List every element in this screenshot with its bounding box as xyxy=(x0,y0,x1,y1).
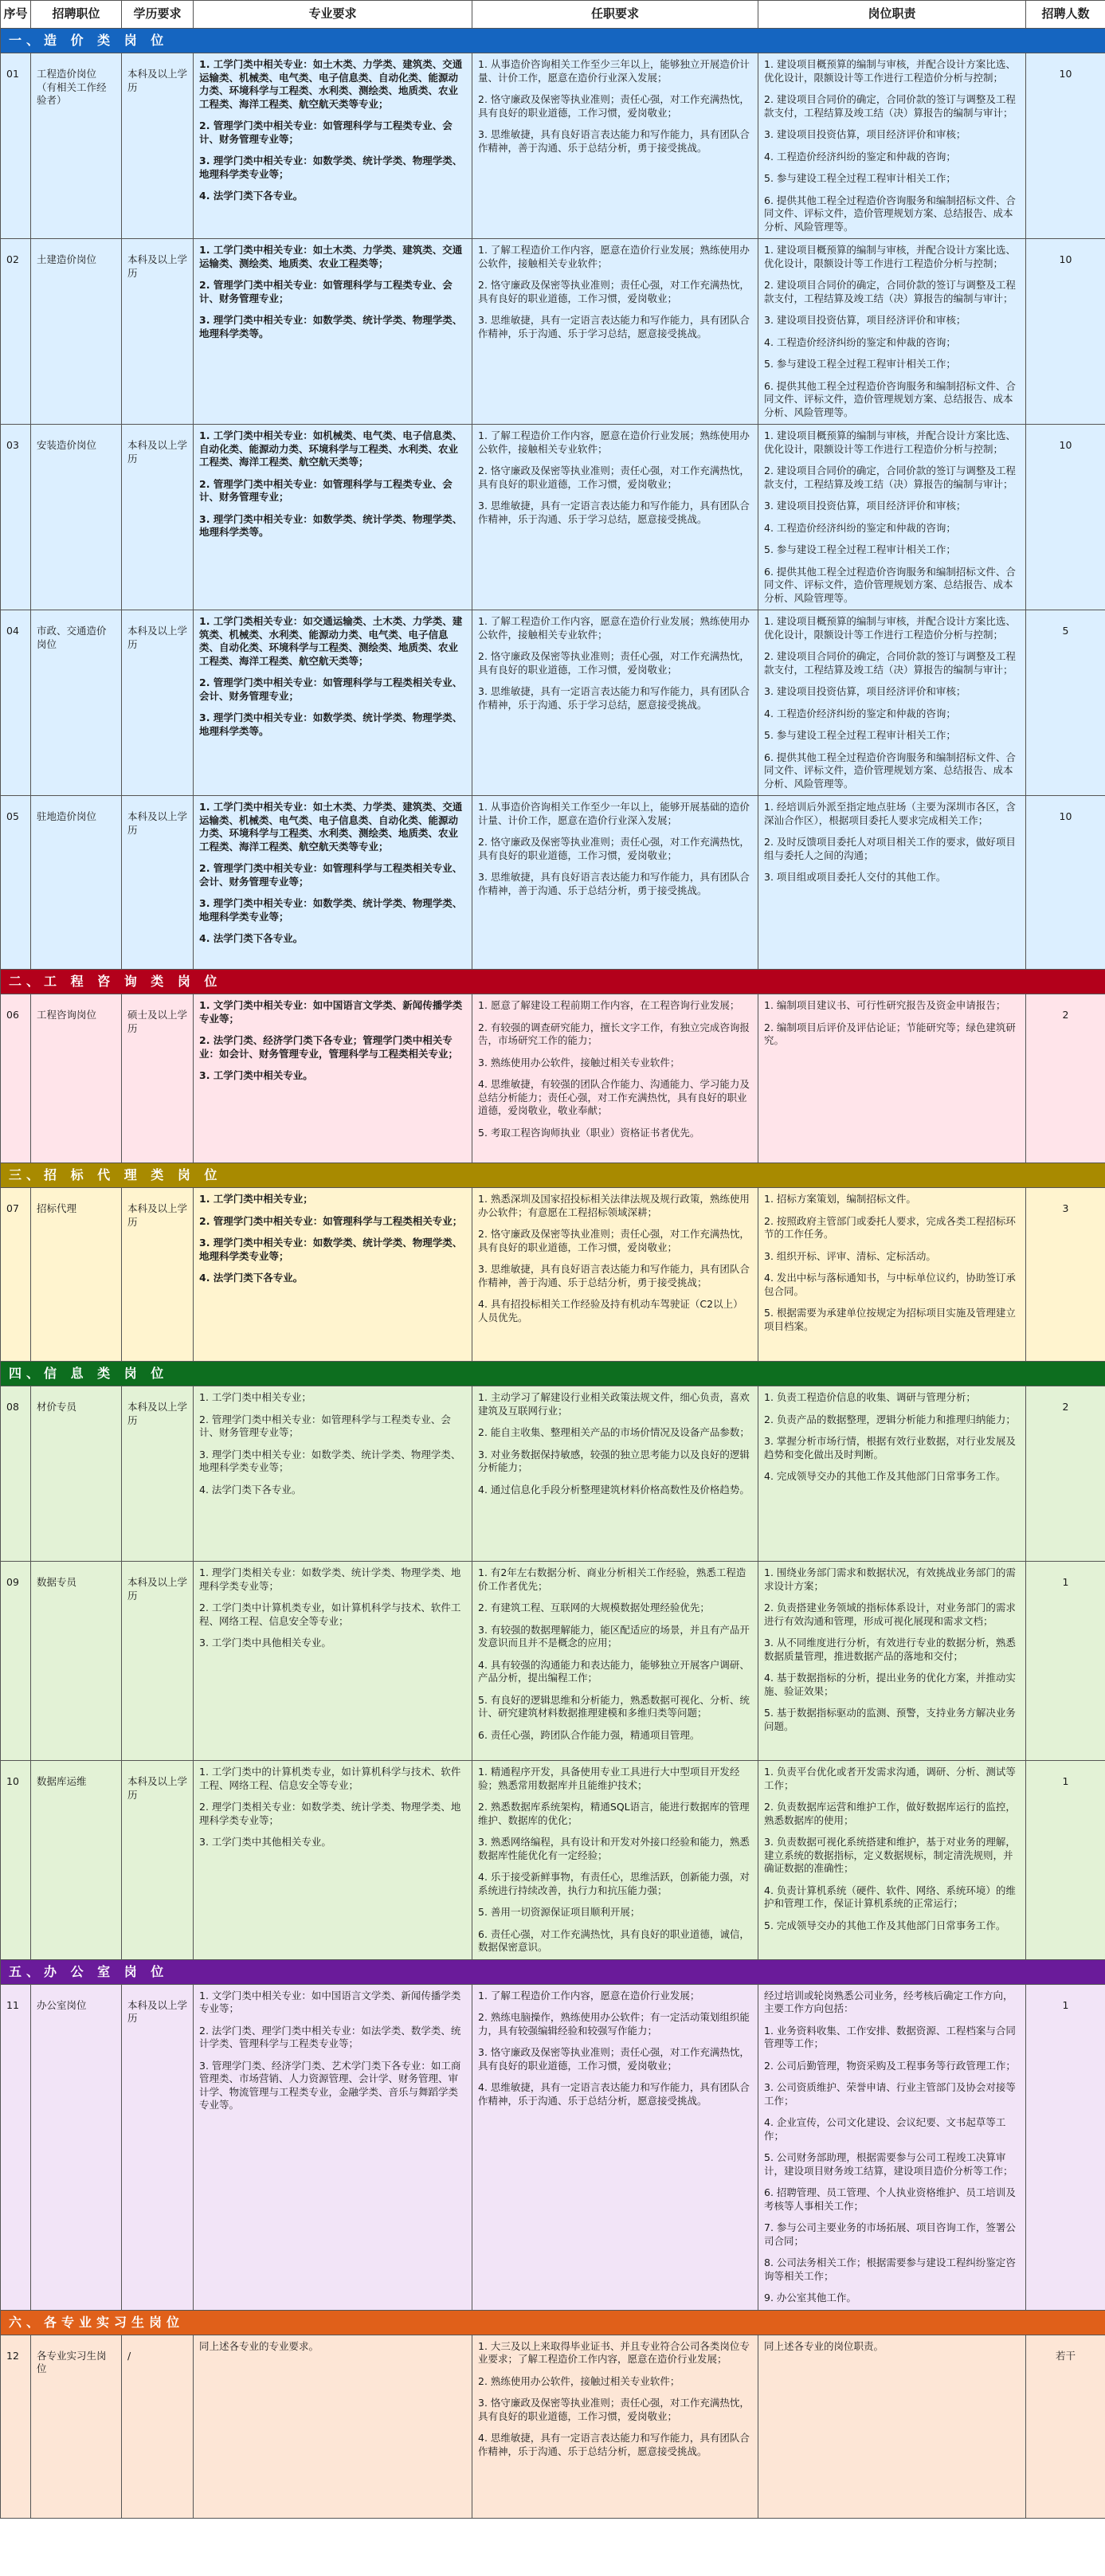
header-no: 序号 xyxy=(1,1,31,29)
major-requirements-item: 1. 工学门类中相关专业：如土木类、力学类、建筑类、交通运输类、机械类、电气类、电子信息类、自动化类、能源动力类、环境科学与工程类、水利类、测绘类、地质类、农业工程类、海洋工程类、航空航天类等专业； xyxy=(199,58,463,110)
job-duties-item: 3. 建设项目投资估算，项目经济评价和审核； xyxy=(764,128,966,140)
major-requirements xyxy=(194,239,472,425)
job-duties-item: 1. 建设项目概预算的编制与审核，并配合设计方案比选、优化设计，限额设计等工作进行工程造价分析与控制； xyxy=(764,615,1016,641)
job-requirements-item: 4. 具有招投标相关工作经验及持有机动车驾驶证（C2以上）人员优先。 xyxy=(478,1298,743,1323)
hire-count: 10 xyxy=(1026,53,1105,239)
major-requirements xyxy=(194,425,472,610)
major-requirements-item: 3. 工学门类中具他相关专业。 xyxy=(199,1637,331,1649)
job-requirements-item: 1. 熟悉深圳及国家招投标相关法律法规及规行政策，熟练使用办公软件；有意愿在工程招标领域深耕； xyxy=(478,1193,750,1218)
job-duties-item: 4. 工程造价经济纠纷的鉴定和仲裁的咨询； xyxy=(764,150,956,163)
job-duties-item: 8. 公司法务相关工作；根据需要参与建设工程纠纷鉴定咨询等相关工作； xyxy=(764,2256,1016,2282)
job-duties-item: 3. 建设项目投资估算，项目经济评价和审核； xyxy=(764,500,966,512)
major-requirements xyxy=(194,610,472,796)
major-requirements-item: 1. 文学门类中相关专业：如中国语言文学类、新闻传播学类专业等； xyxy=(199,999,463,1025)
job-requirements-item: 5. 考取工程咨询师执业（职业）资格证书者优先。 xyxy=(478,1126,700,1139)
job-requirements-item: 1. 了解工程造价工作内容，愿意在造价行业发展；熟练使用办公软件，接触相关专业软件； xyxy=(478,244,750,269)
major-requirements xyxy=(194,994,472,1163)
job-requirements-item: 4. 思维敏捷，有较强的团队合作能力、沟通能力、学习能力及总结分析能力；责任心强，对工作充满热忱，具有良好的职业道德，爱岗敬业，敬业奉献； xyxy=(478,1078,750,1116)
table-header-row xyxy=(1,1,1105,29)
major-requirements-item: 1. 工学门类中相关专业：如土木类、力学类、建筑类、交通运输类、测绘类、地质类、农业工程类等； xyxy=(199,244,463,269)
section-header xyxy=(1,29,1105,53)
job-duties-item: 3. 负责数据可视化系统搭建和维护，基于对业务的理解，建立系统的数据指标，定义数据规标，制定清洗规则，并确证数据的准确性； xyxy=(764,1836,1016,1874)
major-requirements xyxy=(194,1761,472,1960)
job-requirements-item: 3. 恪守廉政及保密等执业准则；责任心强，对工作充满热忱，具有良好的职业道德，工作习惯，爱岗敬业； xyxy=(478,2046,750,2072)
header-position: 招聘职位 xyxy=(31,1,122,29)
job-requirements-item: 2. 恪守廉政及保密等执业准则；责任心强，对工作充满热忱，具有良好的职业道德，工作习惯，爱岗敬业； xyxy=(478,1228,750,1253)
job-requirements-item: 1. 主动学习了解建设行业相关政策法规文件，细心负责，喜欢建筑及互联网行业； xyxy=(478,1391,750,1417)
job-requirements-item: 3. 思维敏捷，具有一定语言表达能力和写作能力，具有团队合作精神，乐于沟通、乐于学习总结，愿意接受挑战。 xyxy=(478,685,750,711)
table-row xyxy=(1,1386,1105,1562)
table-row xyxy=(1,610,1105,796)
job-duties-item: 6. 招聘管理、员工管理、个人执业资格维护、员工培训及考核等人事相关工作； xyxy=(764,2186,1016,2212)
job-requirements-item: 2. 熟悉数据库系统架构，精通SQL语言，能进行数据库的管理维护、数据库的优化； xyxy=(478,1801,750,1826)
major-requirements-item: 3. 理学门类中相关专业：如数学类、统计学类、物理学类、地理科学类专业等； xyxy=(199,155,463,180)
job-requirements-item: 2. 恪守廉政及保密等执业准则；责任心强，对工作充满热忱，具有良好的职业道德，工作习惯，爱岗敬业； xyxy=(478,93,750,119)
job-duties xyxy=(758,53,1026,239)
education-requirement: 本科及以上学历 xyxy=(122,425,194,610)
job-duties-item: 5. 参与建设工程全过程工程审计相关工作； xyxy=(764,729,956,741)
job-requirements xyxy=(472,1386,758,1562)
job-duties xyxy=(758,1984,1026,2310)
job-requirements-item: 3. 思维敏捷，具有一定语言表达能力和写作能力，具有团队合作精神，乐于沟通、乐于学习总结，愿意接受挑战。 xyxy=(478,500,750,525)
major-requirements xyxy=(194,2335,472,2518)
major-requirements xyxy=(194,53,472,239)
job-duties-item: 2. 负责产品的数据整理，逻辑分析能力和推理归纳能力； xyxy=(764,1413,1016,1425)
job-duties-item: 5. 根据需要为承建单位按规定为招标项目实施及管理建立项目档案。 xyxy=(764,1307,1016,1332)
position-name: 土建造价岗位 xyxy=(31,239,122,425)
hire-count: 1 xyxy=(1026,1562,1105,1761)
section-title: 六、各专业实习生岗位 xyxy=(1,2310,1105,2335)
row-number: 08 xyxy=(1,1386,31,1562)
job-requirements xyxy=(472,1984,758,2310)
job-duties-item: 4. 发出中标与落标通知书，与中标单位议约，协助签订承包合同。 xyxy=(764,1272,1016,1297)
job-duties-item: 1. 招标方案策划，编制招标文件。 xyxy=(764,1193,916,1205)
education-requirement: / xyxy=(122,2335,194,2518)
job-duties-item: 4. 工程造价经济纠纷的鉴定和仲裁的咨询； xyxy=(764,521,956,534)
job-duties xyxy=(758,425,1026,610)
job-duties-item: 3. 建设项目投资估算，项目经济评价和审核； xyxy=(764,314,966,326)
major-requirements-item: 1. 工学门类中相关专业； xyxy=(199,1193,313,1205)
job-duties-item: 5. 公司财务部助理，根据需要参与公司工程竣工决算审计，建设项目财务竣工结算，建设项目造价分析等工作； xyxy=(764,2151,1013,2177)
major-requirements-item: 2. 理学门类相关专业：如数学类、统计学类、物理学类、地理科学类专业等； xyxy=(199,1801,461,1826)
job-duties-item: 3. 建设项目投资估算，项目经济评价和审核； xyxy=(764,685,966,697)
hire-count: 1 xyxy=(1026,1984,1105,2310)
job-requirements-item: 2. 恪守廉政及保密等执业准则；责任心强，对工作充满热忱，具有良好的职业道德，工作习惯，爱岗敬业； xyxy=(478,279,750,304)
position-name: 各专业实习生岗位 xyxy=(31,2335,122,2518)
major-requirements-item: 3. 理学门类中相关专业：如数学类、统计学类、物理学类、地理科学类等。 xyxy=(199,512,463,538)
major-requirements-item: 2. 法学门类、理学门类中相关专业：如法学类、数学类、统计学类、管理科学与工程类专业等； xyxy=(199,2024,461,2049)
job-duties-item: 2. 建设项目合同价的确定，合同价款的签订与调整及工程款支付，工程结算及竣工结（决）算报告的编制与审计； xyxy=(764,650,1016,676)
major-requirements-item: 3. 工学门类中相关专业。 xyxy=(199,1069,313,1081)
job-requirements-item: 2. 恪守廉政及保密等执业准则；责任心强，对工作充满热忱，具有良好的职业道德，工作习惯，爱岗敬业； xyxy=(478,650,750,676)
row-number: 06 xyxy=(1,994,31,1163)
major-requirements-item: 1. 文学门类中相关专业：如中国语言文学类、新闻传播学类专业等； xyxy=(199,1989,461,2014)
job-duties xyxy=(758,1188,1026,1362)
position-name: 材价专员 xyxy=(31,1386,122,1562)
job-requirements xyxy=(472,2335,758,2518)
job-requirements-item: 3. 思维敏捷，具有良好语言表达能力和写作能力，具有团队合作精神，善于沟通、乐于总结分析，勇于接受挑战。 xyxy=(478,871,750,896)
job-duties-item: 2. 按照政府主管部门或委托人要求，完成各类工程招标环节的工作任务。 xyxy=(764,1214,1016,1240)
section-title: 五、办 公 室 岗 位 xyxy=(1,1959,1105,1984)
row-number: 09 xyxy=(1,1562,31,1761)
job-requirements xyxy=(472,994,758,1163)
job-duties-item: 5. 完成领导交办的其他工作及其他部门日常事务工作。 xyxy=(764,1919,1006,1931)
job-duties xyxy=(758,796,1026,970)
row-number: 05 xyxy=(1,796,31,970)
education-requirement: 本科及以上学历 xyxy=(122,1386,194,1562)
table-row xyxy=(1,1562,1105,1761)
job-requirements xyxy=(472,796,758,970)
major-requirements-item: 同上述各专业的专业要求。 xyxy=(199,2339,319,2352)
job-requirements-item: 1. 了解工程造价工作内容，愿意在造价行业发展；熟练使用办公软件，接触相关专业软件； xyxy=(478,615,750,641)
table-row xyxy=(1,1188,1105,1362)
job-requirements-item: 5. 善用一切资源保证项目顺利开展； xyxy=(478,1906,641,1918)
job-duties-item: 2. 建设项目合同价的确定，合同价款的签订与调整及工程款支付，工程结算及竣工结（决）算报告的编制与审计； xyxy=(764,93,1016,119)
major-requirements-item: 1. 工学门类中相关专业； xyxy=(199,1391,312,1403)
section-header xyxy=(1,970,1105,994)
job-requirements xyxy=(472,1761,758,1960)
job-duties-item: 1. 负责工程造价信息的收集、调研与管理分析； xyxy=(764,1391,976,1403)
education-requirement: 本科及以上学历 xyxy=(122,239,194,425)
job-duties-item: 同上述各专业的岗位职责。 xyxy=(764,2339,884,2352)
position-name: 数据库运维 xyxy=(31,1761,122,1960)
table-row xyxy=(1,53,1105,239)
section-title: 一、造 价 类 岗 位 xyxy=(1,29,1105,53)
job-requirements-item: 2. 熟练电脑操作，熟练使用办公软件；有一定活动策划组织能力，具有较强编辑经验和较强写作能力； xyxy=(478,2011,750,2037)
header-duties: 岗位职责 xyxy=(758,1,1026,29)
header-education: 学历要求 xyxy=(122,1,194,29)
job-duties-item: 3. 从不同维度进行分析，有效进行专业的数据分析，熟悉数据质量管理，推进数据产品的落地和交付； xyxy=(764,1637,1016,1662)
section-header xyxy=(1,1163,1105,1188)
job-duties-item: 2. 公司后勤管理，物资采购及工程事务等行政管理工作； xyxy=(764,2059,1016,2072)
education-requirement: 本科及以上学历 xyxy=(122,1984,194,2310)
major-requirements xyxy=(194,796,472,970)
hire-count: 5 xyxy=(1026,610,1105,796)
job-duties-item: 1. 建设项目概预算的编制与审核，并配合设计方案比选、优化设计，限额设计等工作进行工程造价分析与控制； xyxy=(764,244,1016,269)
table-row xyxy=(1,1984,1105,2310)
position-name: 安装造价岗位 xyxy=(31,425,122,610)
job-requirements-item: 4. 具有较强的沟通能力和表达能力，能够独立开展客户调研、产品分析，提出编程工作； xyxy=(478,1658,750,1684)
job-duties-item: 6. 提供其他工程全过程造价咨询服务和编制招标文件、合同文件、评标文件，造价管理规划方案、总结报告、成本分析、风险管理等。 xyxy=(764,194,1016,233)
job-requirements-item: 3. 恪守廉政及保密等执业准则；责任心强，对工作充满热忱，具有良好的职业道德，工作习惯，爱岗敬业； xyxy=(478,2397,750,2422)
position-name: 办公室岗位 xyxy=(31,1984,122,2310)
job-duties-item: 1. 负责平台优化或者开发需求沟通，调研、分析、测试等工作； xyxy=(764,1766,1016,1791)
job-duties-item: 4. 工程造价经济纠纷的鉴定和仲裁的咨询； xyxy=(764,707,956,719)
major-requirements-item: 1. 工学门类中相关专业：如土木类、力学类、建筑类、交通运输类、机械类、电气类、电子信息类、自动化类、能源动力类、环境科学与工程类、水利类、测绘类、地质类、农业工程类、海洋工程类、航空航天类等专业； xyxy=(199,801,463,853)
table-row xyxy=(1,1761,1105,1960)
job-duties-item: 4. 负责计算机系统（硬件、软件、网络、系统环境）的维护和管理工作，保证计算机系统的正常运行； xyxy=(764,1884,1016,1909)
position-name: 数据专员 xyxy=(31,1562,122,1761)
job-duties-item: 6. 提供其他工程全过程造价咨询服务和编制招标文件、合同文件、评标文件，造价管理规划方案、总结报告、成本分析、风险管理等。 xyxy=(764,379,1016,418)
job-requirements-item: 1. 精通程序开发，具备使用专业工具进行大中型项目开发经验；熟悉常用数据库并且能维护技术； xyxy=(478,1766,740,1791)
job-duties-item: 5. 参与建设工程全过程工程审计相关工作； xyxy=(764,358,956,370)
education-requirement: 本科及以上学历 xyxy=(122,610,194,796)
job-requirements-item: 1. 了解工程造价工作内容，愿意在造价行业发展；熟练使用办公软件，接触相关专业软件； xyxy=(478,429,750,455)
row-number: 03 xyxy=(1,425,31,610)
job-requirements-item: 2. 有较强的调查研究能力，擅长文字工作，有独立完成咨询报告，市场研究工作的能力； xyxy=(478,1021,750,1046)
table-row xyxy=(1,2335,1105,2518)
job-requirements-item: 2. 熟练使用办公软件，接触过相关专业软件； xyxy=(478,2374,680,2387)
hire-count: 1 xyxy=(1026,1761,1105,1960)
job-duties xyxy=(758,994,1026,1163)
job-duties-item: 2. 建设项目合同价的确定，合同价款的签订与调整及工程款支付，工程结算及竣工结（决）算报告的编制与审计； xyxy=(764,279,1016,304)
table-row xyxy=(1,425,1105,610)
job-requirements-item: 3. 有较强的数据理解能力，能区配适应的场景，并且有产品开发意识而且并不是概念的应用； xyxy=(478,1623,750,1649)
job-requirements-item: 2. 恪守廉政及保密等执业准则；责任心强，对工作充满热忱，具有良好的职业道德，工作习惯，爱岗敬业； xyxy=(478,465,750,490)
job-duties-item: 1. 业务资料收集、工作安排、数据资源、工程档案与合同管理等工作； xyxy=(764,2024,1016,2049)
major-requirements-item: 3. 管理学门类、经济学门类、艺术学门类下各专业：如工商管理类、市场营销、人力资源管理、会计学、财务管理、审计学、物流管理与工程类专业，金融学类、音乐与舞蹈学类专业等。 xyxy=(199,2059,461,2111)
row-number: 02 xyxy=(1,239,31,425)
major-requirements-item: 3. 理学门类中相关专业：如数学类、统计学类、物理学类、地理科学类等。 xyxy=(199,314,463,339)
job-requirements-item: 4. 思维敏捷，具有一定语言表达能力和写作能力，具有团队合作精神，乐于沟通、乐于总结分析，愿意接受挑战。 xyxy=(478,2432,750,2457)
job-requirements xyxy=(472,1562,758,1761)
major-requirements-item: 3. 理学门类中相关专业：如数学类、统计学类、物理学类、地理科学类等。 xyxy=(199,712,463,737)
education-requirement: 本科及以上学历 xyxy=(122,1562,194,1761)
position-name: 市政、交通造价岗位 xyxy=(31,610,122,796)
section-title: 三、招 标 代 理 类 岗 位 xyxy=(1,1163,1105,1188)
position-name: 工程咨询岗位 xyxy=(31,994,122,1163)
job-requirements-item: 1. 从事造价咨询相关工作至少三年以上，能够独立开展造价计量、计价工作，愿意在造价行业深入发展； xyxy=(478,58,750,84)
hire-count: 2 xyxy=(1026,994,1105,1163)
job-requirements-item: 4. 乐于接受新鲜事物，有责任心，思维活跃，创新能力强，对系统进行持续改善，执行力和抗压能力强； xyxy=(478,1871,750,1896)
hire-count: 若干 xyxy=(1026,2335,1105,2518)
position-name: 工程造价岗位（有相关工作经验者） xyxy=(31,53,122,239)
job-duties-item: 4. 基于数据指标的分析，提出业务的优化方案，并推动实施、验证效果； xyxy=(764,1672,1016,1697)
major-requirements-item: 4. 法学门类下各专业。 xyxy=(199,932,304,944)
job-duties-item: 1. 经培训后外派至指定地点驻场（主要为深圳市各区，含深汕合作区），根据项目委托人要求完成相关工作； xyxy=(764,801,1016,826)
section-header xyxy=(1,1362,1105,1386)
job-duties xyxy=(758,239,1026,425)
job-duties-item: 3. 项目组或项目委托人交付的其他工作。 xyxy=(764,871,946,883)
major-requirements-item: 4. 法学门类下各专业。 xyxy=(199,1483,302,1496)
major-requirements xyxy=(194,1562,472,1761)
header-requirements: 任职要求 xyxy=(472,1,758,29)
major-requirements xyxy=(194,1188,472,1362)
job-duties-item: 2. 建设项目合同价的确定，合同价款的签订与调整及工程款支付，工程结算及竣工结（决）算报告的编制与审计； xyxy=(764,465,1016,490)
header-count: 招聘人数 xyxy=(1026,1,1105,29)
row-number: 12 xyxy=(1,2335,31,2518)
major-requirements-item: 3. 理学门类中相关专业：如数学类、统计学类、物理学类、地理科学类专业等； xyxy=(199,897,463,923)
job-duties-item: 1. 编制项目建议书、可行性研究报告及资金申请报告； xyxy=(764,999,1006,1011)
job-requirements-item: 1. 大三及以上来取得毕业证书、并且专业符合公司各类岗位专业要求；了解工程造价工作内容，愿意在造价行业发展； xyxy=(478,2339,750,2365)
job-duties-item: 7. 参与公司主要业务的市场拓展、项目咨询工作，签署公司合同； xyxy=(764,2221,1016,2247)
job-duties xyxy=(758,1761,1026,1960)
section-header xyxy=(1,2310,1105,2335)
major-requirements-item: 1. 工学门类中的计算机类专业，如计算机科学与技术、软件工程、网络工程、信息安全等专业； xyxy=(199,1766,461,1791)
job-duties-item: 6. 提供其他工程全过程造价咨询服务和编制招标文件、合同文件、评标文件，造价管理规划方案、总结报告、成本分析、风险管理等。 xyxy=(764,751,1016,790)
job-requirements xyxy=(472,425,758,610)
section-title: 四、信 息 类 岗 位 xyxy=(1,1362,1105,1386)
major-requirements-item: 2. 管理学门类中相关专业：如管理科学与工程类相关专业、会计、财务管理专业； xyxy=(199,676,463,702)
hire-count: 3 xyxy=(1026,1188,1105,1362)
major-requirements-item: 3. 工学门类中其他相关专业。 xyxy=(199,1836,331,1848)
education-requirement: 硕士及以上学历 xyxy=(122,994,194,1163)
job-duties-item: 2. 负责数据库运营和维护工作，做好数据库运行的监控，熟悉数据库的使用； xyxy=(764,1801,1016,1826)
job-duties-item: 1. 建设项目概预算的编制与审核，并配合设计方案比选、优化设计，限额设计等工作进行工程造价分析与控制； xyxy=(764,429,1016,455)
major-requirements-item: 4. 法学门类下各专业。 xyxy=(199,1272,304,1284)
table-body xyxy=(1,29,1105,2519)
major-requirements-item: 2. 工学门类中计算机类专业，如计算机科学与技术、软件工程、网络工程、信息安全等专业； xyxy=(199,1602,461,1627)
job-duties-item: 经过培训或轮岗熟悉公司业务，经考核后确定工作方向，主要工作方向包括： xyxy=(764,1989,1013,2014)
major-requirements xyxy=(194,1386,472,1562)
major-requirements-item: 2. 管理学门类中相关专业：如管理科学与工程类专业、会计、财务管理专业； xyxy=(199,477,453,503)
job-duties-item: 2. 负责搭建业务领域的指标体系设计，对业务部门的需求进行有效沟通和管理，形成可视化展现和需求文档； xyxy=(764,1602,1016,1627)
job-duties xyxy=(758,1386,1026,1562)
job-requirements-item: 3. 熟练使用办公软件，接触过相关专业软件； xyxy=(478,1056,680,1068)
major-requirements-item: 4. 法学门类下各专业。 xyxy=(199,190,304,202)
major-requirements-item: 3. 理学门类中相关专业：如数学类、统计学类、物理学类、地理科学类专业等； xyxy=(199,1448,461,1473)
table-row xyxy=(1,994,1105,1163)
major-requirements-item: 2. 管理学门类中相关专业：如管理科学与工程类专业、会计、财务管理专业等； xyxy=(199,120,453,145)
major-requirements-item: 2. 管理学门类中相关专业：如管理科学与工程类专业、会计、财务管理专业等； xyxy=(199,1413,451,1438)
job-requirements-item: 4. 通过信息化手段分析整理建筑材料价格高数性及价格趋势。 xyxy=(478,1483,750,1496)
job-requirements-item: 1. 有2年左右数据分析、商业分析相关工作经验，熟悉工程造价工作者优先； xyxy=(478,1566,746,1592)
job-requirements-item: 6. 责任心强，对工作充满热忱，具有良好的职业道德，诚信，数据保密意识。 xyxy=(478,1927,750,1953)
header-major: 专业要求 xyxy=(194,1,472,29)
table-row xyxy=(1,239,1105,425)
job-requirements-item: 3. 熟悉网络编程，具有设计和开发对外接口经验和能力，熟悉数据库性能优化有一定经验； xyxy=(478,1836,750,1861)
job-requirements-item: 2. 有建筑工程、互联网的大规模数据处理经验优先； xyxy=(478,1602,710,1613)
job-duties-item: 2. 及时反馈项目委托人对项目相关工作的要求，做好项目组与委托人之间的沟通； xyxy=(764,836,1016,861)
major-requirements-item: 1. 工学门类相关专业：如交通运输类、土木类、力学类、建筑类、机械类、水利类、能源动力类、电气类、电子信息类、自动化类、环境科学与工程类、测绘类、地质类、农业工程类、海洋工程类、航空航天类等； xyxy=(199,615,463,667)
row-number: 01 xyxy=(1,53,31,239)
job-duties-item: 3. 掌握分析市场行情，根据有效行业数据，对行业发展及趋势和变化做出及时判断。 xyxy=(764,1435,1016,1461)
job-requirements-item: 3. 思维敏捷，具有一定语言表达能力和写作能力，具有团队合作精神，乐于沟通、乐于学习总结，愿意接受挑战。 xyxy=(478,314,750,339)
job-duties-item: 5. 参与建设工程全过程工程审计相关工作； xyxy=(764,543,956,555)
education-requirement: 本科及以上学历 xyxy=(122,796,194,970)
row-number: 07 xyxy=(1,1188,31,1362)
job-duties-item: 4. 企业宣传，公司文化建设、会议纪要、文书起草等工作； xyxy=(764,2116,1006,2142)
job-duties-item: 5. 参与建设工程全过程工程审计相关工作； xyxy=(764,172,956,184)
job-duties xyxy=(758,1562,1026,1761)
job-requirements-item: 4. 思维敏捷，具有一定语言表达能力和写作能力，具有团队合作精神，乐于沟通、乐于总结分析，愿意接受挑战。 xyxy=(478,2081,750,2107)
job-requirements xyxy=(472,239,758,425)
job-requirements-item: 5. 有良好的逻辑思维和分析能力，熟悉数据可视化、分析、统计、研究建筑材料数据推理建模和多维归类等问题； xyxy=(478,1693,750,1719)
major-requirements-item: 1. 理学门类相关专业：如数学类、统计学类、物理学类、地理科学类专业等； xyxy=(199,1566,461,1592)
job-requirements-item: 3. 思维敏捷，具有良好语言表达能力和写作能力，具有团队合作精神，善于沟通、乐于总结分析，勇于接受挑战； xyxy=(478,1263,750,1288)
major-requirements-item: 2. 管理学门类中相关专业：如管理科学与工程类专业、会计、财务管理专业； xyxy=(199,279,453,304)
job-requirements-item: 1. 愿意了解建设工程前期工作内容，在工程咨询行业发展； xyxy=(478,999,740,1011)
row-number: 11 xyxy=(1,1984,31,2310)
job-requirements xyxy=(472,610,758,796)
job-duties-item: 3. 公司资质维护、荣誉申请、行业主管部门及协会对接等工作； xyxy=(764,2081,1016,2107)
job-requirements-item: 2. 恪守廉政及保密等执业准则；责任心强，对工作充满热忱，具有良好的职业道德，工作习惯，爱岗敬业； xyxy=(478,836,750,861)
job-requirements-item: 3. 对业务数据保持敏感，较强的独立思考能力以及良好的逻辑分析能力； xyxy=(478,1448,750,1473)
job-duties-item: 2. 编制项目后评价及评估论证；节能研究等；绿色建筑研究。 xyxy=(764,1021,1016,1046)
major-requirements-item: 2. 管理学门类中相关专业：如管理科学与工程类相关专业、会计、财务管理专业等； xyxy=(199,862,463,888)
job-duties-item: 6. 提供其他工程全过程造价咨询服务和编制招标文件、合同文件、评标文件，造价管理规划方案、总结报告、成本分析、风险管理等。 xyxy=(764,565,1016,604)
job-requirements-item: 6. 责任心强，跨团队合作能力强，精通项目管理。 xyxy=(478,1728,700,1741)
hire-count: 10 xyxy=(1026,425,1105,610)
job-duties-item: 4. 工程造价经济纠纷的鉴定和仲裁的咨询； xyxy=(764,335,956,348)
major-requirements xyxy=(194,1984,472,2310)
job-duties-item: 4. 完成领导交办的其他工作及其他部门日常事务工作。 xyxy=(764,1470,1006,1482)
job-duties xyxy=(758,2335,1026,2518)
education-requirement: 本科及以上学历 xyxy=(122,1188,194,1362)
job-requirements xyxy=(472,53,758,239)
job-duties-item: 1. 围绕业务部门需求和数据状况，有效挑战业务部门的需求设计方案； xyxy=(764,1566,1016,1592)
job-duties-item: 1. 建设项目概预算的编制与审核，并配合设计方案比选、优化设计，限额设计等工作进行工程造价分析与控制； xyxy=(764,58,1016,84)
job-duties-item: 3. 组织开标、评审、清标、定标活动。 xyxy=(764,1249,936,1262)
hire-count: 2 xyxy=(1026,1386,1105,1562)
job-duties xyxy=(758,610,1026,796)
row-number: 04 xyxy=(1,610,31,796)
major-requirements-item: 2. 法学门类、经济学门类下各专业；管理学门类中相关专业：如会计、财务管理专业，管理科学与工程类相关专业； xyxy=(199,1034,459,1060)
major-requirements-item: 2. 管理学门类中相关专业：如管理科学与工程类相关专业； xyxy=(199,1214,463,1227)
education-requirement: 本科及以上学历 xyxy=(122,53,194,239)
job-duties-item: 9. 办公室其他工作。 xyxy=(764,2292,856,2304)
job-requirements xyxy=(472,1188,758,1362)
hire-count: 10 xyxy=(1026,796,1105,970)
table-row xyxy=(1,796,1105,970)
job-requirements-item: 1. 了解工程造价工作内容，愿意在造价行业发展； xyxy=(478,1989,700,2002)
position-name: 招标代理 xyxy=(31,1188,122,1362)
job-requirements-item: 3. 思维敏捷，具有良好语言表达能力和写作能力，具有团队合作精神，善于沟通、乐于总结分析，勇于接受挑战。 xyxy=(478,128,750,154)
row-number: 10 xyxy=(1,1761,31,1960)
position-name: 驻地造价岗位 xyxy=(31,796,122,970)
education-requirement: 本科及以上学历 xyxy=(122,1761,194,1960)
hire-count: 10 xyxy=(1026,239,1105,425)
major-requirements-item: 3. 理学门类中相关专业：如数学类、统计学类、物理学类、地理科学类专业等； xyxy=(199,1237,463,1262)
job-requirements-item: 2. 能自主收集、整理相关产品的市场价情况及设备产品参数； xyxy=(478,1426,750,1438)
section-header xyxy=(1,1959,1105,1984)
job-duties-item: 5. 基于数据指标驱动的监测、预警，支持业务方解决业务问题。 xyxy=(764,1707,1016,1732)
major-requirements-item: 1. 工学门类中相关专业：如机械类、电气类、电子信息类、自动化类、能源动力类、环境科学与工程类、水利类、农业工程类、海洋工程类、航空航天类等； xyxy=(199,429,463,468)
section-title: 二、工 程 咨 询 类 岗 位 xyxy=(1,970,1105,994)
job-requirements-item: 1. 从事造价咨询相关工作至少一年以上，能够开展基础的造价计量、计价工作，愿意在造价行业深入发展； xyxy=(478,801,750,826)
